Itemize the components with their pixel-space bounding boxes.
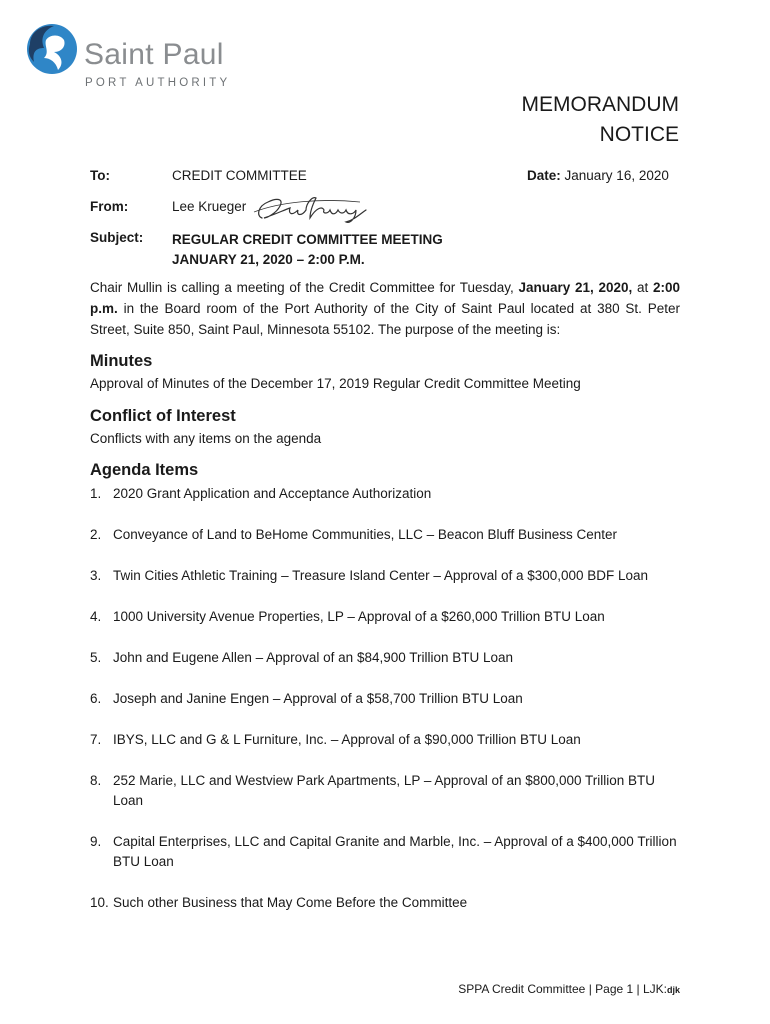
- agenda-item: [90, 525, 680, 545]
- agenda-item-number: 3.: [90, 568, 102, 583]
- date-field: [527, 168, 669, 183]
- intro-paragraph: [90, 277, 680, 340]
- agenda-item-number: 10.: [90, 895, 109, 910]
- agenda-item-number: 5.: [90, 650, 102, 665]
- minutes-text: Approval of Minutes of the December 17, 2019 Regular Credit Committee Meeting: [90, 376, 581, 391]
- intro-date: January 21, 2020,: [518, 280, 633, 295]
- logo-subtitle: PORT AUTHORITY: [85, 77, 231, 89]
- subject-label: Subject:: [90, 230, 144, 245]
- memo-title-line2: NOTICE: [599, 123, 679, 146]
- intro-part1: Chair Mullin is calling a meeting of the Credit Committee for Tuesday,: [90, 280, 519, 295]
- subject-line-2: JANUARY 21, 2020 – 2:00 P.M.: [172, 252, 365, 267]
- agenda-item-text: Joseph and Janine Engen – Approval of a $58,700 Trillion BTU Loan: [113, 691, 523, 706]
- minutes-heading: Minutes: [90, 352, 153, 370]
- agenda-item-number: 4.: [90, 609, 102, 624]
- agenda-item-number: 2.: [90, 527, 102, 542]
- subject-value: [172, 230, 443, 270]
- agenda-item-text: Capital Enterprises, LLC and Capital Granite and Marble, Inc. – Approval of a $400,000 Trillion BTU Loan: [113, 834, 677, 869]
- agenda-item: [90, 730, 680, 750]
- agenda-item-number: 9.: [90, 834, 102, 849]
- agenda-heading: Agenda Items: [90, 461, 199, 479]
- agenda-item-text: 252 Marie, LLC and Westview Park Apartments, LP – Approval of an $800,000 Trillion BTU Loan: [113, 773, 656, 808]
- agenda-item-text: Twin Cities Athletic Training – Treasure Island Center – Approval of a $300,000 BDF Loan: [113, 568, 649, 583]
- agenda-item: [90, 648, 680, 668]
- agenda-item-text: John and Eugene Allen – Approval of an $84,900 Trillion BTU Loan: [113, 650, 514, 665]
- agenda-item-text: 1000 University Avenue Properties, LP – Approval of a $260,000 Trillion BTU Loan: [113, 609, 605, 624]
- agenda-item-text: IBYS, LLC and G & L Furniture, Inc. – Approval of a $90,000 Trillion BTU Loan: [113, 732, 581, 747]
- from-label: From:: [90, 199, 129, 214]
- signature-image: [250, 188, 380, 226]
- agenda-item: [90, 893, 680, 913]
- agenda-item: [90, 832, 680, 872]
- memo-title: [522, 90, 680, 150]
- conflict-text: Conflicts with any items on the agenda: [90, 431, 322, 446]
- agenda-item-text: Such other Business that May Come Before the Committee: [113, 895, 468, 910]
- from-value: Lee Krueger: [172, 199, 247, 214]
- intro-part3: in the Board room of the Port Authority of the City of Saint Paul located at 380 St. Peter Street, Suite 850, Saint Paul, Minnesota 55102. The purpose of the meeting is:: [90, 301, 680, 337]
- agenda-item-number: 6.: [90, 691, 102, 706]
- memo-title-line1: MEMORANDUM: [521, 93, 679, 116]
- agenda-item: [90, 771, 680, 811]
- to-value: CREDIT COMMITTEE: [172, 168, 307, 183]
- date-label: Date:: [527, 168, 561, 183]
- footer-text: SPPA Credit Committee | Page 1 | LJK:: [458, 982, 667, 996]
- agenda-item-number: 7.: [90, 732, 102, 747]
- to-label: To:: [90, 168, 110, 183]
- logo-name: Saint Paul: [84, 38, 224, 71]
- agenda-item-text: Conveyance of Land to BeHome Communities, LLC – Beacon Bluff Business Center: [113, 527, 618, 542]
- date-value: January 16, 2020: [564, 168, 669, 183]
- agenda-item: [90, 607, 680, 627]
- agenda-item-number: 8.: [90, 773, 102, 788]
- conflict-heading: Conflict of Interest: [90, 407, 236, 425]
- agenda-item: [90, 689, 680, 709]
- logo-mark-icon: [22, 22, 78, 78]
- agenda-item: [90, 566, 680, 586]
- agenda-item-text: 2020 Grant Application and Acceptance Authorization: [113, 486, 432, 501]
- intro-time: 2:00 p.m.: [90, 280, 680, 316]
- footer-initials: djk: [666, 985, 680, 995]
- intro-part2: at: [632, 280, 653, 295]
- agenda-item-number: 1.: [90, 486, 102, 501]
- subject-line-1: REGULAR CREDIT COMMITTEE MEETING: [172, 232, 443, 247]
- agenda-item: [90, 484, 680, 504]
- page-footer: [458, 982, 680, 996]
